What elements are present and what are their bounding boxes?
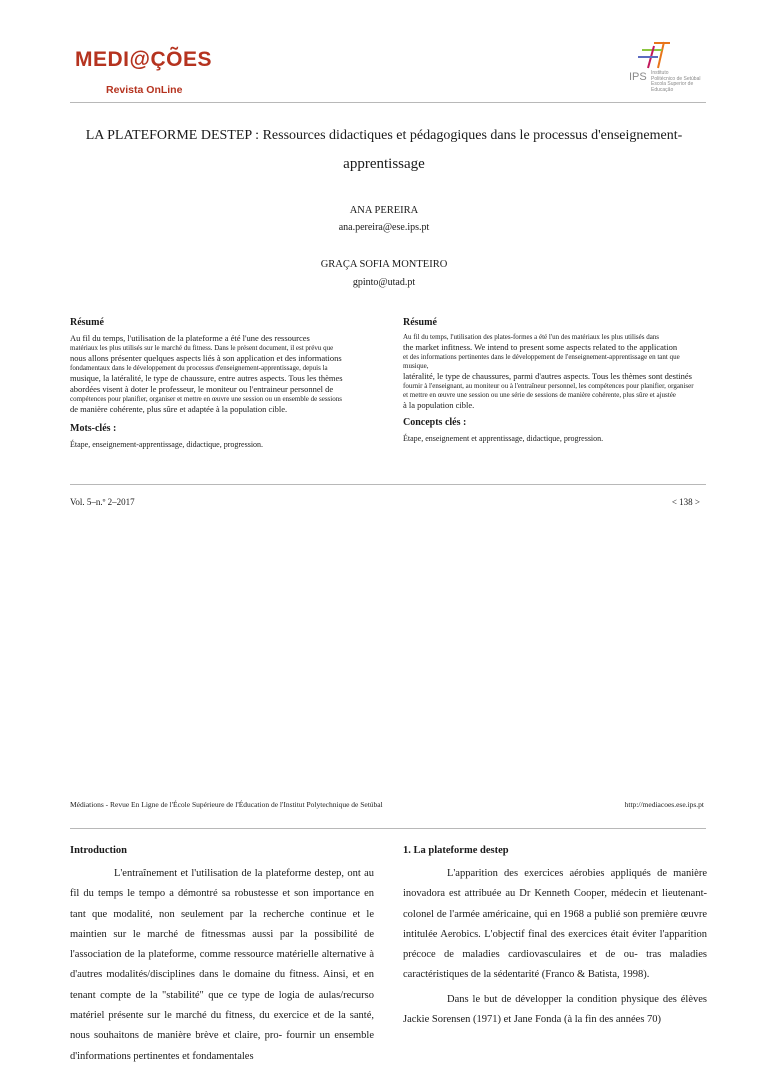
author-name: GRAÇA SOFIA MONTEIRO	[320, 259, 448, 270]
abstract-en	[403, 317, 703, 444]
keywords-heading: Mots-clés :	[70, 423, 117, 434]
abstract-heading: Résumé	[70, 317, 104, 328]
abstract-text: Au fil du temps, l'utilisation des plates-formes a été l'un des matériaux les plus utilisés dans the market infitness. We intend to present some aspects related to the application et des informations pertinentes dans le développement de l'enseignement-apprentissage en tant que musique, latéralité, le type de chaussures, parmi d'autres aspects. Tous les thèmes sont destinés fournir à l'enseignant, au moniteur ou à l'entraîneur personnel, les compétences pour planifier, organiser et mettre en œuvre une session ou une série de sessions de manière cohérente, plus sûre et ajustée à la population cible.	[403, 333, 694, 410]
body-paragraph: Dans le but de développer la condition physique des élèves Jackie Sorensen (1971) et Jane Fonda (à la fin des années 70)	[403, 993, 707, 1026]
article-title: LA PLATEFORME DESTEP : Ressources didactiques et pédagogiques dans le processus d'enseignement-	[85, 128, 683, 143]
abstract-fr	[70, 317, 370, 450]
author-name: ANA PEREIRA	[349, 205, 419, 216]
volume-info: Vol. 5–n.º 2–2017	[70, 497, 135, 507]
keywords: Étape, enseignement-apprentissage, didactique, progression.	[70, 440, 264, 449]
abstract-divider	[70, 484, 706, 485]
abstract-heading: Résumé	[403, 317, 437, 328]
logo-text: Instituto Politécnico de Setúbal Escola Superior de Educação	[651, 70, 701, 93]
logo-abbreviation: IPS	[629, 71, 647, 83]
article-title-cont: apprentissage	[343, 156, 425, 172]
plateforme-section	[403, 844, 707, 1030]
author-email: ana.pereira@ese.ips.pt	[338, 222, 430, 233]
ips-logo	[624, 40, 704, 98]
footer-divider	[70, 828, 706, 829]
journal-brand: MEDI@ÇÕES	[75, 48, 212, 71]
header-divider	[70, 102, 706, 103]
body-paragraph: L'entraînement et l'utilisation de la plateforme destep, ont au fil du temps le tempo a démontré sa robustesse et son importance en tant que modalité, non seulement par la recherche continue et le maintien sur le marché de fitnessmas aussi par la possibilité de l'association de la plateforme, comme ressource matérielle alternative à d'autres modalités/disciplines dans le domaine du fitness. Ainsi, et en tenant compte de la "stabilité" que ce type de logia de aulas/recurso matériel présente sur le marché du fitness, du exercice et de la santé, nous souhaitons de manière brève et claire, pro- fournir un ensemble d'informations pertinentes et fondamentales	[70, 868, 374, 1062]
body-paragraph: L'apparition des exercices aérobies appliqués de manière inovadora est attribuée au Dr Kenneth Cooper, médecin et lieutenant-colonel de l'armée américaine, qui en 1968 a publié son première œuvre intitulée Aerobics. L'objectif final des exercices était éviter l'apparition précoce de maladies cardiovasculaires et de ou- tras maladies caractéristiques de la sédentarité (Franco & Batista, 1998).	[403, 868, 707, 981]
keywords: Étape, enseignement et apprentissage, didactique, progression.	[403, 434, 604, 443]
author-email: gpinto@utad.pt	[352, 277, 416, 288]
section-heading: Introduction	[70, 845, 127, 856]
keywords-heading: Concepts clés :	[403, 417, 467, 428]
section-heading: 1. La plateforme destep	[403, 845, 509, 856]
page-number: < 138 >	[671, 497, 700, 507]
introduction-section	[70, 844, 374, 1067]
journal-footer: Médiations - Revue En Ligne de l'École Supérieure de l'Éducation de l'Institut Polytechnique de Setúbal	[70, 800, 383, 809]
abstract-text: Au fil du temps, l'utilisation de la plateforme a été l'une des ressources matériaux les plus utilisés sur le marché du fitness. Dans le présent document, il est prévu que nous allons présenter quelques aspects liés à son application et des informations fondamentaux dans le développement du processus d'enseignement-apprentissage, depuis la musique, la latéralité, le type de chaussure, entre autres aspects. Tous les thèmes abordées visent à doter le professeur, le moniteur ou l'entraineur personnel de compétences pour planifier, organiser et mettre en œuvre une session ou un ensemble de sessions de manière cohérente, plus sûre et adaptée à la population cible.	[70, 333, 343, 414]
journal-url-link[interactable]: http://mediacoes.ese.ips.pt	[624, 800, 704, 809]
ips-logo-icon	[636, 40, 672, 70]
journal-subtitle: Revista OnLine	[106, 84, 183, 96]
